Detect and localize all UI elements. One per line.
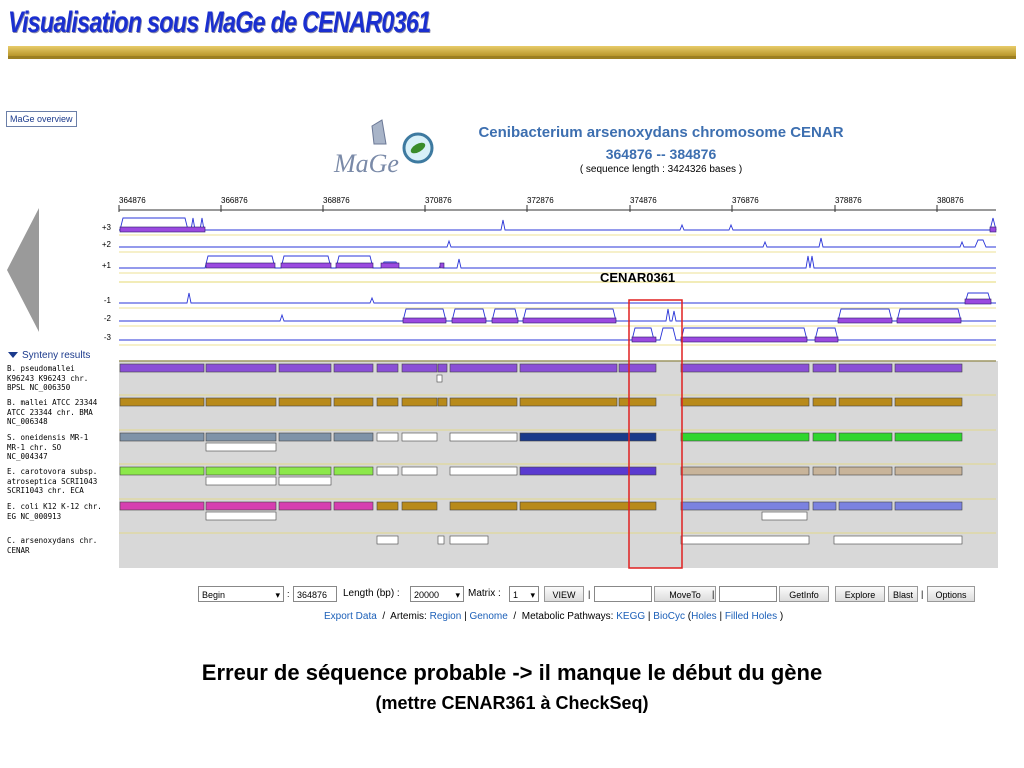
position-input[interactable]: 364876	[293, 586, 337, 602]
synteny-block	[895, 364, 962, 372]
synteny-block	[334, 398, 373, 406]
sequence-title: Cenibacterium arsenoxydans chromosome CENAR	[478, 124, 844, 141]
dropdown-arrow-icon: ▾	[530, 590, 535, 600]
ruler-tick-label: 368876	[323, 196, 350, 205]
synteny-block	[206, 433, 276, 441]
getinfo-input[interactable]	[719, 586, 777, 602]
synteny-block	[438, 364, 447, 372]
synteny-block	[839, 502, 892, 510]
region-link[interactable]: Region	[429, 611, 462, 622]
synteny-block	[377, 502, 398, 510]
synteny-block	[206, 467, 276, 475]
gene-box	[381, 263, 399, 268]
sequence-length: ( sequence length : 3424326 bases )	[579, 164, 743, 175]
explore-button[interactable]: Explore	[835, 586, 885, 602]
pipe-separator: |	[712, 589, 715, 599]
length-select[interactable]	[410, 586, 464, 602]
synteny-block	[681, 364, 809, 372]
frame-label: +1	[101, 261, 111, 270]
kegg-link[interactable]: KEGG	[616, 611, 646, 622]
synteny-results-header[interactable]	[8, 350, 90, 361]
synteny-block	[279, 433, 331, 441]
gene-box	[440, 263, 444, 268]
synteny-block	[839, 433, 892, 441]
gene-box	[492, 318, 518, 323]
frame-label: -1	[103, 296, 111, 305]
links-bar: Export Data / Artemis: Region | Genome / Metabolic Pathways: KEGG | BioCyc (Holes | Filled Holes )	[324, 611, 784, 622]
synteny-block	[813, 398, 836, 406]
synteny-block	[437, 375, 442, 382]
synteny-block	[334, 364, 373, 372]
collapse-triangle-icon	[8, 352, 18, 358]
mage-logo-hat	[372, 120, 386, 144]
matrix-label: Matrix :	[468, 588, 501, 599]
organism-label: B. pseudomallei K96243 K96243 chr. BPSL NC_006350	[7, 364, 89, 392]
options-button[interactable]: Options	[927, 586, 975, 602]
synteny-block	[120, 467, 204, 475]
matrix-select-value: 1	[513, 590, 519, 600]
synteny-block	[681, 536, 809, 544]
synteny-block	[839, 467, 892, 475]
synteny-block	[619, 398, 656, 406]
organism-label: E. carotovora subsp. atroseptica SCRI1043 SCRI1043 chr. ECA	[7, 467, 98, 495]
matrix-select[interactable]	[509, 586, 539, 602]
gene-box	[815, 337, 838, 342]
moveto-button[interactable]: MoveTo	[654, 586, 716, 602]
synteny-block	[681, 433, 809, 441]
position-select-value: Begin	[202, 590, 226, 600]
pipe-separator: |	[588, 589, 591, 599]
mage-logo	[330, 118, 440, 180]
synteny-block	[520, 502, 656, 510]
gene-box	[838, 318, 892, 323]
synteny-rows	[119, 361, 998, 568]
gene-box	[206, 263, 275, 268]
ruler-tick-label: 364876	[119, 196, 146, 205]
artemis-label: Artemis:	[390, 611, 427, 622]
view-button[interactable]: VIEW	[544, 586, 584, 602]
synteny-block	[450, 433, 517, 441]
synteny-block	[377, 467, 398, 475]
position-ruler	[119, 196, 996, 212]
gene-box	[403, 318, 446, 323]
synteny-block	[450, 502, 517, 510]
organism-label: E. coli K12 K-12 chr. EG NC_000913	[7, 502, 102, 521]
synteny-block	[895, 433, 962, 441]
synteny-block	[377, 398, 398, 406]
synteny-block	[120, 502, 204, 510]
synteny-block	[279, 502, 331, 510]
title-underline-shadow	[8, 56, 1016, 59]
synteny-block	[450, 364, 517, 372]
synteny-block	[377, 433, 398, 441]
getinfo-button[interactable]: GetInfo	[779, 586, 829, 602]
synteny-block	[377, 364, 398, 372]
gene-box	[965, 299, 991, 304]
export-data-link[interactable]: Export Data	[324, 611, 377, 622]
synteny-block	[681, 398, 809, 406]
synteny-block	[450, 536, 488, 544]
gene-box	[336, 263, 373, 268]
synteny-block	[402, 364, 437, 372]
slide-title: Visualisation sous MaGe de CENAR0361	[8, 6, 431, 39]
ruler-tick-label: 376876	[732, 196, 759, 205]
biocyc-link[interactable]: BioCyc	[653, 611, 685, 622]
synteny-block	[402, 433, 437, 441]
dropdown-arrow-icon: ▾	[275, 590, 280, 600]
synteny-block	[438, 536, 444, 544]
synteny-block	[520, 433, 656, 441]
ruler-tick-label: 372876	[527, 196, 554, 205]
organism-label: B. mallei ATCC 23344 ATCC 23344 chr. BMA NC_006348	[7, 398, 98, 426]
navigation-toolbar	[198, 586, 978, 606]
synteny-block	[520, 467, 656, 475]
synteny-results-label: Synteny results	[22, 350, 91, 361]
synteny-block	[120, 364, 204, 372]
colon-separator: :	[287, 589, 290, 599]
synteny-block	[206, 512, 276, 520]
synteny-block	[520, 398, 617, 406]
synteny-block	[895, 502, 962, 510]
pathways-label: Metabolic Pathways:	[521, 611, 614, 622]
frame-label: +2	[101, 240, 111, 249]
synteny-block	[813, 467, 836, 475]
synteny-block	[120, 398, 204, 406]
ruler-tick-label: 380876	[937, 196, 964, 205]
synteny-block	[402, 398, 437, 406]
synteny-block	[206, 398, 276, 406]
gene-box	[681, 337, 807, 342]
synteny-block	[279, 467, 331, 475]
synteny-block	[334, 502, 373, 510]
position-select[interactable]	[198, 586, 284, 602]
title-underline-bar	[8, 46, 1016, 56]
synteny-block	[334, 433, 373, 441]
ruler-tick-label: 370876	[425, 196, 452, 205]
blast-button[interactable]: Blast	[888, 586, 918, 602]
gene-box	[897, 318, 961, 323]
synteny-block	[839, 364, 892, 372]
synteny-block	[438, 398, 447, 406]
filled-holes-link[interactable]: Filled Holes	[724, 611, 778, 622]
gene-box	[990, 227, 996, 232]
ruler-tick-label: 378876	[835, 196, 862, 205]
caption-sub: (mettre CENAR361 à CheckSeq)	[375, 693, 649, 713]
length-label: Length (bp) :	[343, 588, 400, 599]
gene-box	[281, 263, 331, 268]
synteny-block	[279, 364, 331, 372]
synteny-block	[334, 467, 373, 475]
synteny-block	[402, 502, 437, 510]
organism-label: S. oneidensis MR-1 MR-1 chr. SO NC_004347	[7, 433, 89, 461]
synteny-block	[813, 364, 836, 372]
synteny-block	[120, 433, 204, 441]
gene-box	[632, 337, 656, 342]
frames-panel	[119, 213, 998, 345]
synteny-block	[206, 443, 276, 451]
synteny-block	[681, 467, 809, 475]
dropdown-arrow-icon: ▾	[455, 590, 460, 600]
frames-background	[102, 213, 998, 345]
pipe-separator: |	[921, 589, 924, 599]
frame-label: -3	[103, 333, 111, 342]
genome-browser	[0, 190, 1024, 580]
gene-box	[452, 318, 486, 323]
synteny-block	[834, 536, 962, 544]
organism-label: C. arsenoxydans chr. CENAR	[7, 536, 98, 555]
synteny-block	[279, 398, 331, 406]
synteny-block	[206, 502, 276, 510]
synteny-block	[813, 502, 836, 510]
gene-highlight-label: CENAR0361	[600, 270, 676, 285]
mage-overview-button[interactable]: MaGe overview	[6, 111, 77, 127]
synteny-block	[762, 512, 807, 520]
synteny-block	[450, 398, 517, 406]
frame-label: -2	[103, 314, 111, 323]
synteny-block	[681, 502, 809, 510]
gene-box	[523, 318, 616, 323]
synteny-block	[520, 364, 617, 372]
sequence-range: 364876 -- 384876	[605, 146, 717, 162]
synteny-block	[895, 467, 962, 475]
genome-link[interactable]: Genome	[469, 611, 508, 622]
moveto-input[interactable]	[594, 586, 652, 602]
synteny-block	[206, 364, 276, 372]
synteny-block	[450, 467, 517, 475]
gene-box	[120, 227, 205, 232]
synteny-block	[619, 364, 656, 372]
holes-link[interactable]: Holes	[691, 611, 717, 622]
caption-main: Erreur de séquence probable -> il manque le début du gène	[201, 660, 823, 685]
synteny-block	[813, 433, 836, 441]
synteny-block	[895, 398, 962, 406]
synteny-block	[377, 536, 398, 544]
length-select-value: 20000	[414, 590, 440, 600]
synteny-block	[402, 467, 437, 475]
synteny-block	[839, 398, 892, 406]
synteny-block	[206, 477, 276, 485]
ruler-tick-label: 366876	[221, 196, 248, 205]
frame-label: +3	[101, 223, 111, 232]
ruler-tick-label: 374876	[630, 196, 657, 205]
synteny-block	[279, 477, 331, 485]
mage-logo-text: MaGe	[334, 149, 399, 178]
